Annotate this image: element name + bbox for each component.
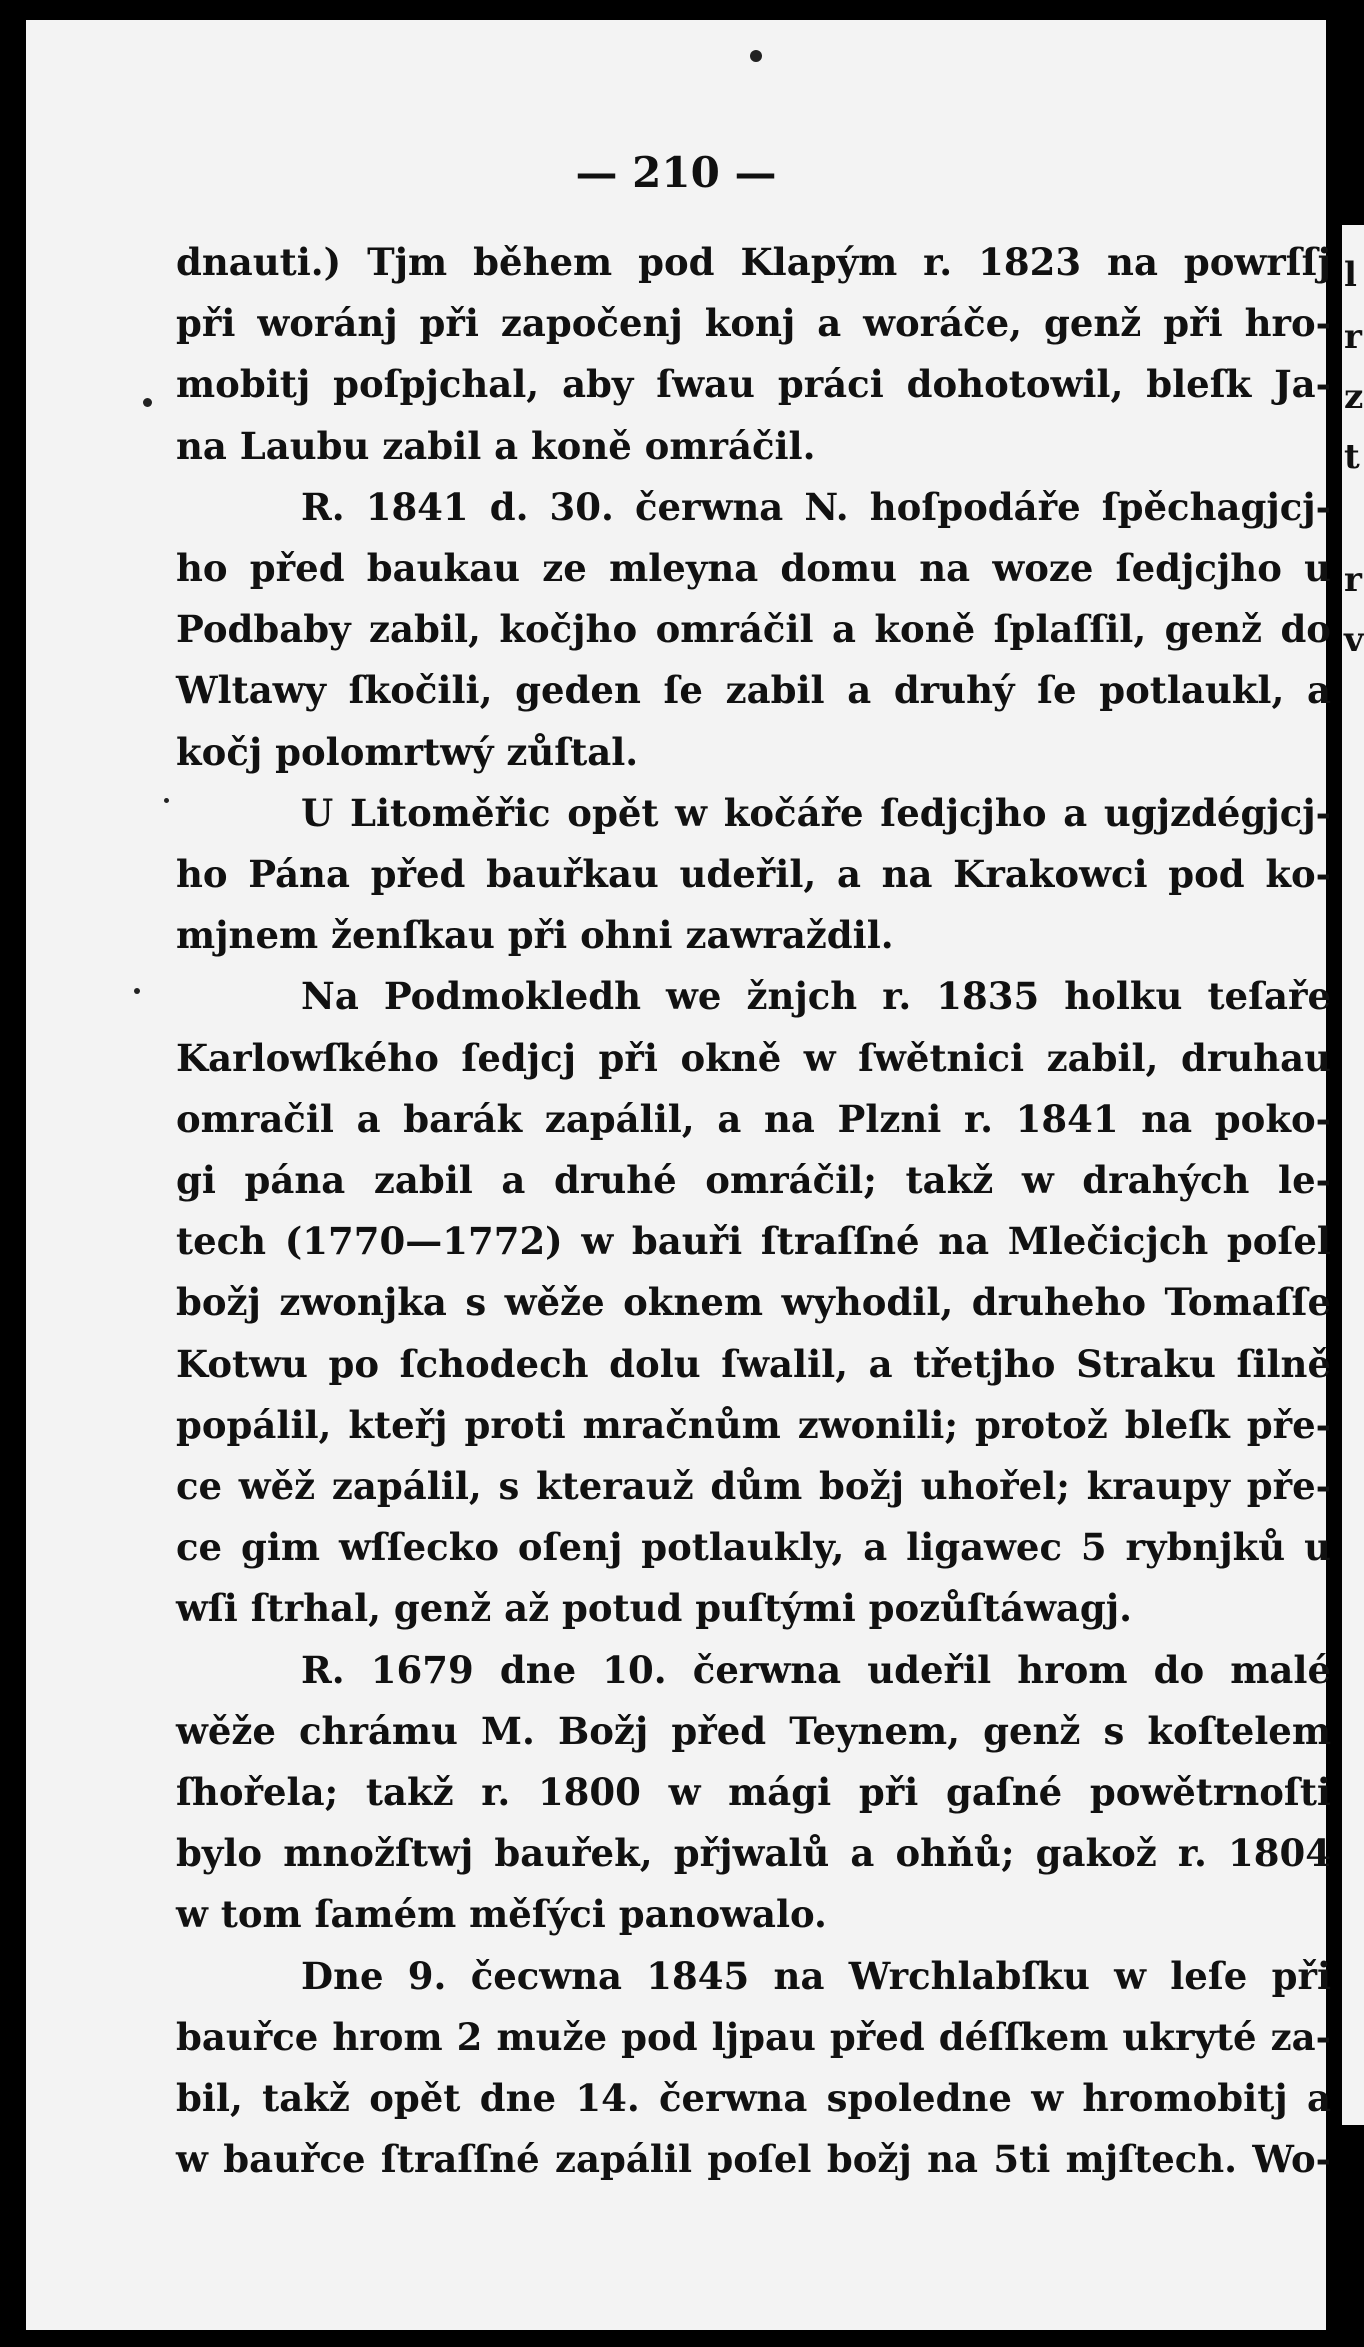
text-line: Karlowſkého ſedjcj při okně w ſwětnici zabil, druhau [176,1035,1331,1080]
text-line: omračil a barák zapálil, a na Plzni r. 1841 na poko- [176,1096,1331,1141]
text-line: dnauti.) Tjm během pod Klapým r. 1823 na powrſſj [176,240,1331,284]
text-line: U Litoměřic opět w kočáře ſedjcjho a ugjzdégjcj- [301,790,1331,835]
text-line: Podbaby zabil, kočjho omráčil a koně ſplaſſil, genž do [176,607,1331,652]
text-line: Dne 9. čecwna 1845 na Wrchlabſku w leſe při [301,1953,1331,1998]
text-line: ce gim wſſecko oſenj potlaukly, a ligawec 5 rybnjků u [176,1525,1331,1570]
text-line: Wltawy ſkočili, geden ſe zabil a druhý ſe potlaukl, a [176,668,1331,713]
scan-speck [750,50,762,62]
text-line: božj zwonjka s wěže oknem wyhodil, druheho Tomaſſe [176,1280,1331,1325]
text-line: bylo množſtwj bauřek, přjwalů a ohňů; gakož r. 1804 [176,1831,1331,1876]
body-text [176,232,1331,2191]
text-line: bil, takž opět dne 14. čerwna spoledne w hromobitj a [176,2076,1331,2121]
text-line: gi pána zabil a druhé omráčil; takž w drahých le- [176,1158,1331,1203]
text-line: ho Pána před bauřkau udeřil, a na Krakowci pod ko- [176,852,1331,897]
text-line: wſi ſtrhal, genž až potud puſtými pozůſtáwagj. [176,1586,1133,1631]
text-line: na Laubu zabil a koně omráčil. [176,423,816,468]
adjacent-page-edge [1342,225,1364,2125]
adjacent-page-char: z [1344,377,1364,417]
text-line: R. 1841 d. 30. čerwna N. hoſpodáře ſpěchagjcj- [301,484,1331,529]
text-line: Kotwu po ſchodech dolu ſwalil, a třetjho Straku ſilně [176,1341,1331,1386]
book-page [26,20,1331,2330]
text-line: w tom ſamém měſýci panowalo. [176,1892,827,1937]
text-line: popálil, kteřj proti mračnům zwonili; protož bleſk pře- [176,1402,1331,1447]
text-line: wěže chrámu M. Božj před Teynem, genž s koſtelem [176,1708,1331,1753]
adjacent-page-char: t [1344,437,1360,477]
scan-speck [164,798,169,803]
scan-speck [143,398,152,407]
text-line: ho před baukau ze mleyna domu na woze ſedjcjho u [176,546,1331,591]
adjacent-page-char: r [1344,560,1362,600]
adjacent-page-char: l [1344,255,1357,295]
text-line: R. 1679 dne 10. čerwna udeřil hrom do malé [301,1647,1331,1692]
text-line: kočj polomrtwý zůſtal. [176,729,639,774]
text-line: ce wěž zapálil, s kterauž dům božj uhořel; kraupy pře- [176,1464,1331,1509]
text-line: w bauřce ſtraſſné zapálil poſel božj na 5ti mjſtech. Wo- [176,2137,1331,2182]
text-line: ſhořela; takž r. 1800 w mági při gaſné powětrnoſti [176,1770,1331,1815]
text-line: při woránj při započenj konj a woráče, genž při hro- [176,301,1331,346]
scan-speck [134,988,140,994]
text-line: Na Podmokledh we žnjch r. 1835 holku teſaře [301,974,1331,1019]
text-line: mjnem ženſkau při ohni zawraždil. [176,913,894,958]
page-number-header: — 210 — [575,148,777,197]
text-line: tech (1770—1772) w bauři ſtraſſné na Mlečicjch poſel [176,1219,1331,1264]
adjacent-page-char: v [1344,620,1364,660]
adjacent-page-char: r [1344,317,1362,357]
text-line: mobitj poſpjchal, aby ſwau práci dohotowil, bleſk Ja- [176,362,1331,407]
text-line: bauřce hrom 2 muže pod ljpau před déſſkem ukryté za- [176,2014,1331,2059]
